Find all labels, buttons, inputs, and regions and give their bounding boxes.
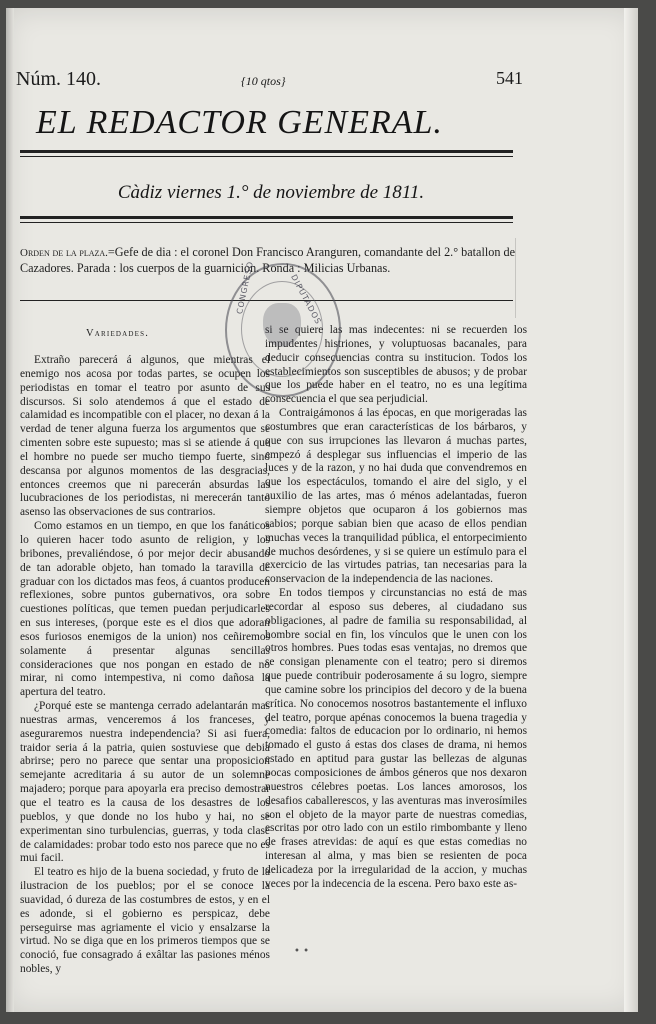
issue-number: Núm. 140.	[16, 68, 101, 90]
dots-ornament: • •	[294, 946, 309, 957]
stamp-text-left: CONGRESO	[235, 260, 256, 315]
rule-mid-thick	[20, 216, 513, 219]
orden-label: Orden de la plaza.	[20, 247, 108, 259]
orden-text: =Gefe de dia : el coronel Don Francisco Aranguren, comandante del 2.° batallon de Cazadores. Parada : los cuerpos de la guarnicion. Ronda : Milicias Urbanas.	[20, 245, 515, 275]
paragraph: El teatro es hijo de la buena sociedad, y fruto de la ilustracion de los pueblos; por el se conoce la suavidad, ó dureza de las costumbres de estos, y en el es adonde, si el gobierno es perspicaz, debe perseguirse mas agriamente el vicio y ensalzarse la virtud. No se diga que en los primeros tiempos que se conoció, fue consagrado á exâltar las pasiones ménos nobles, y	[20, 866, 270, 976]
page-right-edge	[624, 8, 638, 1012]
column-right	[265, 324, 527, 892]
paragraph: En todos tiempos y circunstancias no está de mas recordar al esposo sus deberes, al ciudadano sus obligaciones, al padre de familia su responsabilidad, al hombre social en fin, los vínculos que le unen con los otros hombres. Pues todas esas ventajas, no dremos que se consigan plenamente con el teatro; pero si diremos que puede contribuir poderosamente á su logro, siempre que camine sobre los principios del decoro y de la buena crítica. No conocemos nosotros bastantemente el influxo del teatro, porque apénas conocemos la buena tragedia y comedia: faltos de educacion por lo ordinario, ni hemos tomado el gusto á estas dos clases de drama, ni hemos estado en aptitud para gustar las bellezas de algunas pocas composiciones de ámbos géneros que nos dexaron nuestros célebres poetas. Los lances amorosos, los desafios caballerescos, y las aventuras mas inverosímiles son el objeto de la mayor parte de nuestras comedias, escritas por otro lado con un estilo rimbombante y lleno de frases atrevidas: de aquí es que estas comedias no interesan al alma, y mas bien se resienten de poca delicadeza por la irregularidad de la accion, y muchas veces por la indecencia de la escena. Pero baxo este as-	[265, 587, 527, 890]
library-stamp	[225, 260, 341, 397]
page-fold	[515, 238, 516, 318]
rule-mid-thin	[20, 222, 513, 223]
rule-top-thick	[20, 150, 513, 153]
paragraph: Extraño parecerá á algunos, que mientras el enemigo nos acosa por todas partes, se ocupen los periodistas en tomar el teatro por asunto de sus discursos. Si solo atendemos á que el estado de calamidad es incompatible con el placer, no dexan á la verdad de tener alguna fuerza los argumentos que se cimenten sobre este supuesto; mas si se atiende á que el hombre no puede ser mucho tiempo fuerte, sinó descansa por algunos momentos de las desgracias, entonces creemos que ni parecerán absurdas las lucubraciones de los periodistas, ni merecerán tanto asenso las observaciones de sus contrarios.	[20, 354, 270, 519]
dateline: Càdiz viernes 1.° de noviembre de 1811.	[117, 182, 425, 203]
page-left-edge	[6, 8, 14, 1012]
section-title: Variedades.	[86, 328, 150, 339]
newspaper-title: EL REDACTOR GENERAL.	[36, 104, 443, 141]
paragraph: si se quiere las mas indecentes: ni se recuerden los impudentes histriones, y voluptuosas bacanales, para deducir consecuencias contra su institucion. Todos los establecimientos son susceptibles de abusos; y de probar que los puede haber en el teatro, no es una legítima consecuencia el que sea perjudicial.	[265, 324, 527, 406]
paragraph: ¿Porqué este se mantenga cerrado adelantarán mas nuestras armas, venceremos á los franceses, y aseguraremos nuestra independencia? Si asi fuera, traidor seria á la patria, quien sostuviese que debia abrirse; pero no parece que sentar una proposicion semejante acreditaria á su autor de un solemne majadero; porque para apoyarla era preciso demostrar que el teatro es la causa de los desastres de los pueblos, y que donde no los hubo y hai, no se experimentan sino turbulencias, guerras, y toda clase de calamidades: probar todo esto nos parece que no es mui facil.	[20, 700, 270, 865]
column-left	[20, 354, 270, 977]
paragraph: Como estamos en un tiempo, en que los fanáticos lo quieren hacer todo asunto de religion, y los bribones, prevaliéndose, ó por mejor decir abusando de tan adorable objeto, han tomado la taravilla de graduar con los dictados mas feos, á cuantos producen reflexiones, sobre puntos gubernativos, ora sobre cuestiones políticas, que temen puedan perjudicarles en sus intereses, (porque este es el dios que adoran esos furiosos enemigos de la union) nos ceñiremos solamente á presentar algunas sencillas consideraciones que nos pongan en estado de no mirar, ni como intempestiva, ni como dañosa la apertura del teatro.	[20, 520, 270, 699]
paragraph: Contraigámonos á las épocas, en que morigeradas las costumbres que eran características de los bárbaros, y que con sus irrupciones las llevaron á muchas partes, empezó á desplegar sus influencias el imperio de las luces y de la razon, y no hai duda que convendremos en que los espectáculos, tomando el aire del siglo, y el auxilio de las artes, mas ó ménos adelantadas, fueron siempre objetos que ocuparon á los gobiernos mas sabios; porque sabian bien que acaso de ellos pendian muchas veces la tranquilidad pública, el entorpecimiento de muchos desórdenes, y si se quiere un estímulo para el exercicio de las virtudes patrias, tan necesarias para la conservacion de la independencia de las naciones.	[265, 407, 527, 586]
issue-price: {10 qtos}	[241, 74, 286, 88]
page-number: 541	[496, 68, 523, 88]
crest-icon	[263, 303, 301, 347]
stamp-text-right: DIPUTADOS	[289, 273, 324, 327]
rule-top-thin	[20, 156, 513, 157]
newspaper-page	[6, 8, 638, 1012]
